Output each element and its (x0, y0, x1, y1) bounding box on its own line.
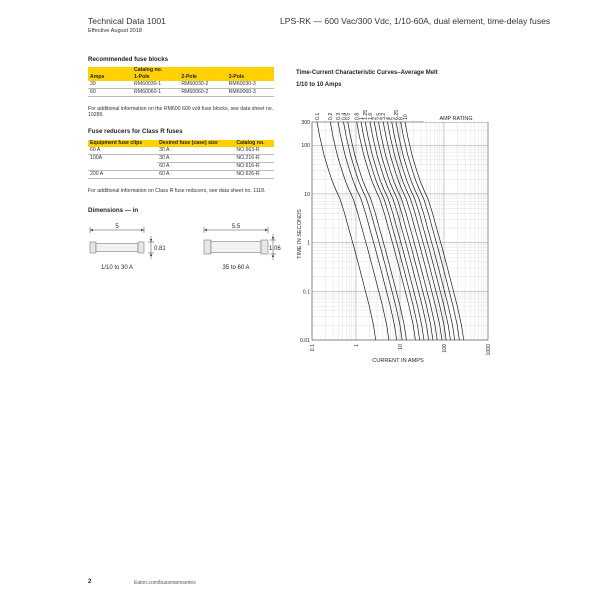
fuse-blocks-note: For additional information on the RM600 600 volt fuse blocks, see data sheet no. 10289. (88, 106, 274, 119)
series-label: 6.25 (393, 109, 400, 120)
table-cell: NO.616-R (234, 163, 274, 171)
series-label: 0.3 (335, 112, 342, 120)
table-row (88, 89, 274, 97)
table-cell: RM60030-3 (227, 81, 274, 89)
table-cell (88, 163, 157, 171)
series-label: 10 (402, 114, 409, 120)
table-row (88, 163, 274, 171)
series-curve (338, 122, 397, 340)
small-fuse-length: 5 (115, 224, 119, 230)
column-header: 2-Pole (179, 74, 226, 81)
large-fuse-drawing (204, 227, 276, 260)
fuse-reducers-note: For additional information on Class R fuse reducers, see data sheet no. 1118. (88, 188, 266, 194)
table-header-row (88, 74, 274, 81)
table-cell: NO.626-R (234, 171, 274, 179)
chart-series-labels (315, 110, 409, 120)
table-cell: 30 (88, 81, 132, 89)
table-row (88, 147, 274, 155)
table-cell: NO.216-R (234, 155, 274, 163)
fuse-blocks-table (88, 67, 274, 97)
column-header: 1-Pole (132, 74, 179, 81)
table-cell: 60 A (88, 147, 157, 155)
table-cell: 60 A (157, 171, 234, 179)
table-cell: RM60060-2 (179, 89, 226, 97)
table-cell: 200 A (88, 171, 157, 179)
table-row (88, 155, 274, 163)
series-label: 0.8 (354, 112, 361, 120)
small-fuse-diameter: 0.81 (154, 246, 166, 252)
y-tick-label: 1 (307, 240, 310, 247)
column-header: Equipment fuse clips (88, 140, 157, 147)
footer-url: Eaton.com/bussmannseries (134, 580, 196, 586)
column-header: Amps (88, 74, 132, 81)
x-axis-label: CURRENT IN AMPS (372, 358, 424, 364)
large-fuse-length: 5.5 (231, 224, 241, 230)
table-row (88, 171, 274, 179)
product-title: LPS-RK — 600 Vac/300 Vdc, 1/10-60A, dual element, time-delay fuses (280, 16, 551, 26)
small-fuse-drawing (90, 227, 154, 259)
fuse-reducers-heading: Fuse reducers for Class R fuses (88, 128, 183, 135)
column-header: Catalog no. (234, 140, 274, 147)
y-tick-label: 100 (301, 143, 310, 150)
catalog-header: Catalog no. (132, 67, 274, 74)
series-label: 1 (358, 117, 365, 120)
table-header-row (88, 140, 274, 147)
chart-title: Time-Current Characteristic Curves–Average Melt (296, 70, 438, 76)
column-header: Desired fuse (case) size (157, 140, 234, 147)
table-cell: RM60030-2 (179, 81, 226, 89)
document-header (88, 16, 166, 34)
page-number: 2 (88, 579, 92, 585)
series-label: 2.5 (376, 112, 383, 120)
table-cell: 60 A (157, 163, 234, 171)
series-label: 0.2 (328, 112, 335, 120)
small-fuse-label: 1/10 to 30 A (100, 265, 134, 271)
table-cell: 30 A (157, 147, 234, 155)
series-label: 4 (385, 117, 392, 120)
fuse-blocks-heading: Recommended fuse blocks (88, 56, 169, 63)
y-tick-label: 0.01 (299, 338, 310, 344)
x-tick-label: 100 (442, 344, 448, 353)
large-fuse-label: 35 to 60 A (222, 265, 250, 271)
series-label: 8 (398, 117, 405, 120)
x-tick-label: 0.1 (310, 344, 316, 352)
series-label: 1.25 (363, 109, 370, 120)
y-tick-label: 0.1 (302, 289, 310, 296)
table-cell: NO.663-R (234, 147, 274, 155)
series-label: 5 (389, 117, 396, 120)
series-label: 3.2 (381, 112, 388, 120)
column-header: 3-Pole (227, 74, 274, 81)
table-cell: RM60060-3 (227, 89, 274, 97)
x-tick-label: 1000 (486, 344, 492, 356)
table-cell: RM60030-1 (132, 81, 179, 89)
table-cell: 30 A (157, 155, 234, 163)
y-axis-label: TIME IN SECONDS (297, 209, 303, 259)
chart-ticks (300, 120, 492, 356)
chart-legend-title: AMP RATING (439, 116, 473, 122)
time-current-chart (288, 92, 508, 374)
series-label: 0.5 (345, 112, 352, 120)
series-label: 0.1 (314, 112, 321, 120)
table-cell: 100A (90, 155, 103, 162)
chart-subtitle: 1/10 to 10 Amps (296, 82, 342, 88)
x-tick-label: 1 (354, 344, 360, 347)
series-label: 2 (372, 117, 379, 120)
table-header-row (88, 67, 274, 74)
doc-title: Technical Data 1001 (88, 16, 166, 26)
series-label: 1.6 (367, 112, 374, 120)
y-tick-label: 10 (304, 191, 310, 198)
doc-date: Effective August 2018 (88, 28, 143, 34)
y-tick-label: 300 (301, 120, 310, 126)
large-fuse-diameter: 1.06 (269, 246, 281, 252)
x-tick-label: 10 (398, 344, 404, 350)
series-label: 0.4 (341, 112, 348, 120)
table-cell: 60 (88, 89, 132, 97)
fuse-reducers-table (88, 140, 274, 179)
series-curve (396, 122, 455, 340)
table-row (88, 81, 274, 89)
table-cell: RM60060-1 (132, 89, 179, 97)
dimension-drawings (84, 222, 284, 272)
dimensions-heading: Dimensions — in (88, 207, 139, 214)
